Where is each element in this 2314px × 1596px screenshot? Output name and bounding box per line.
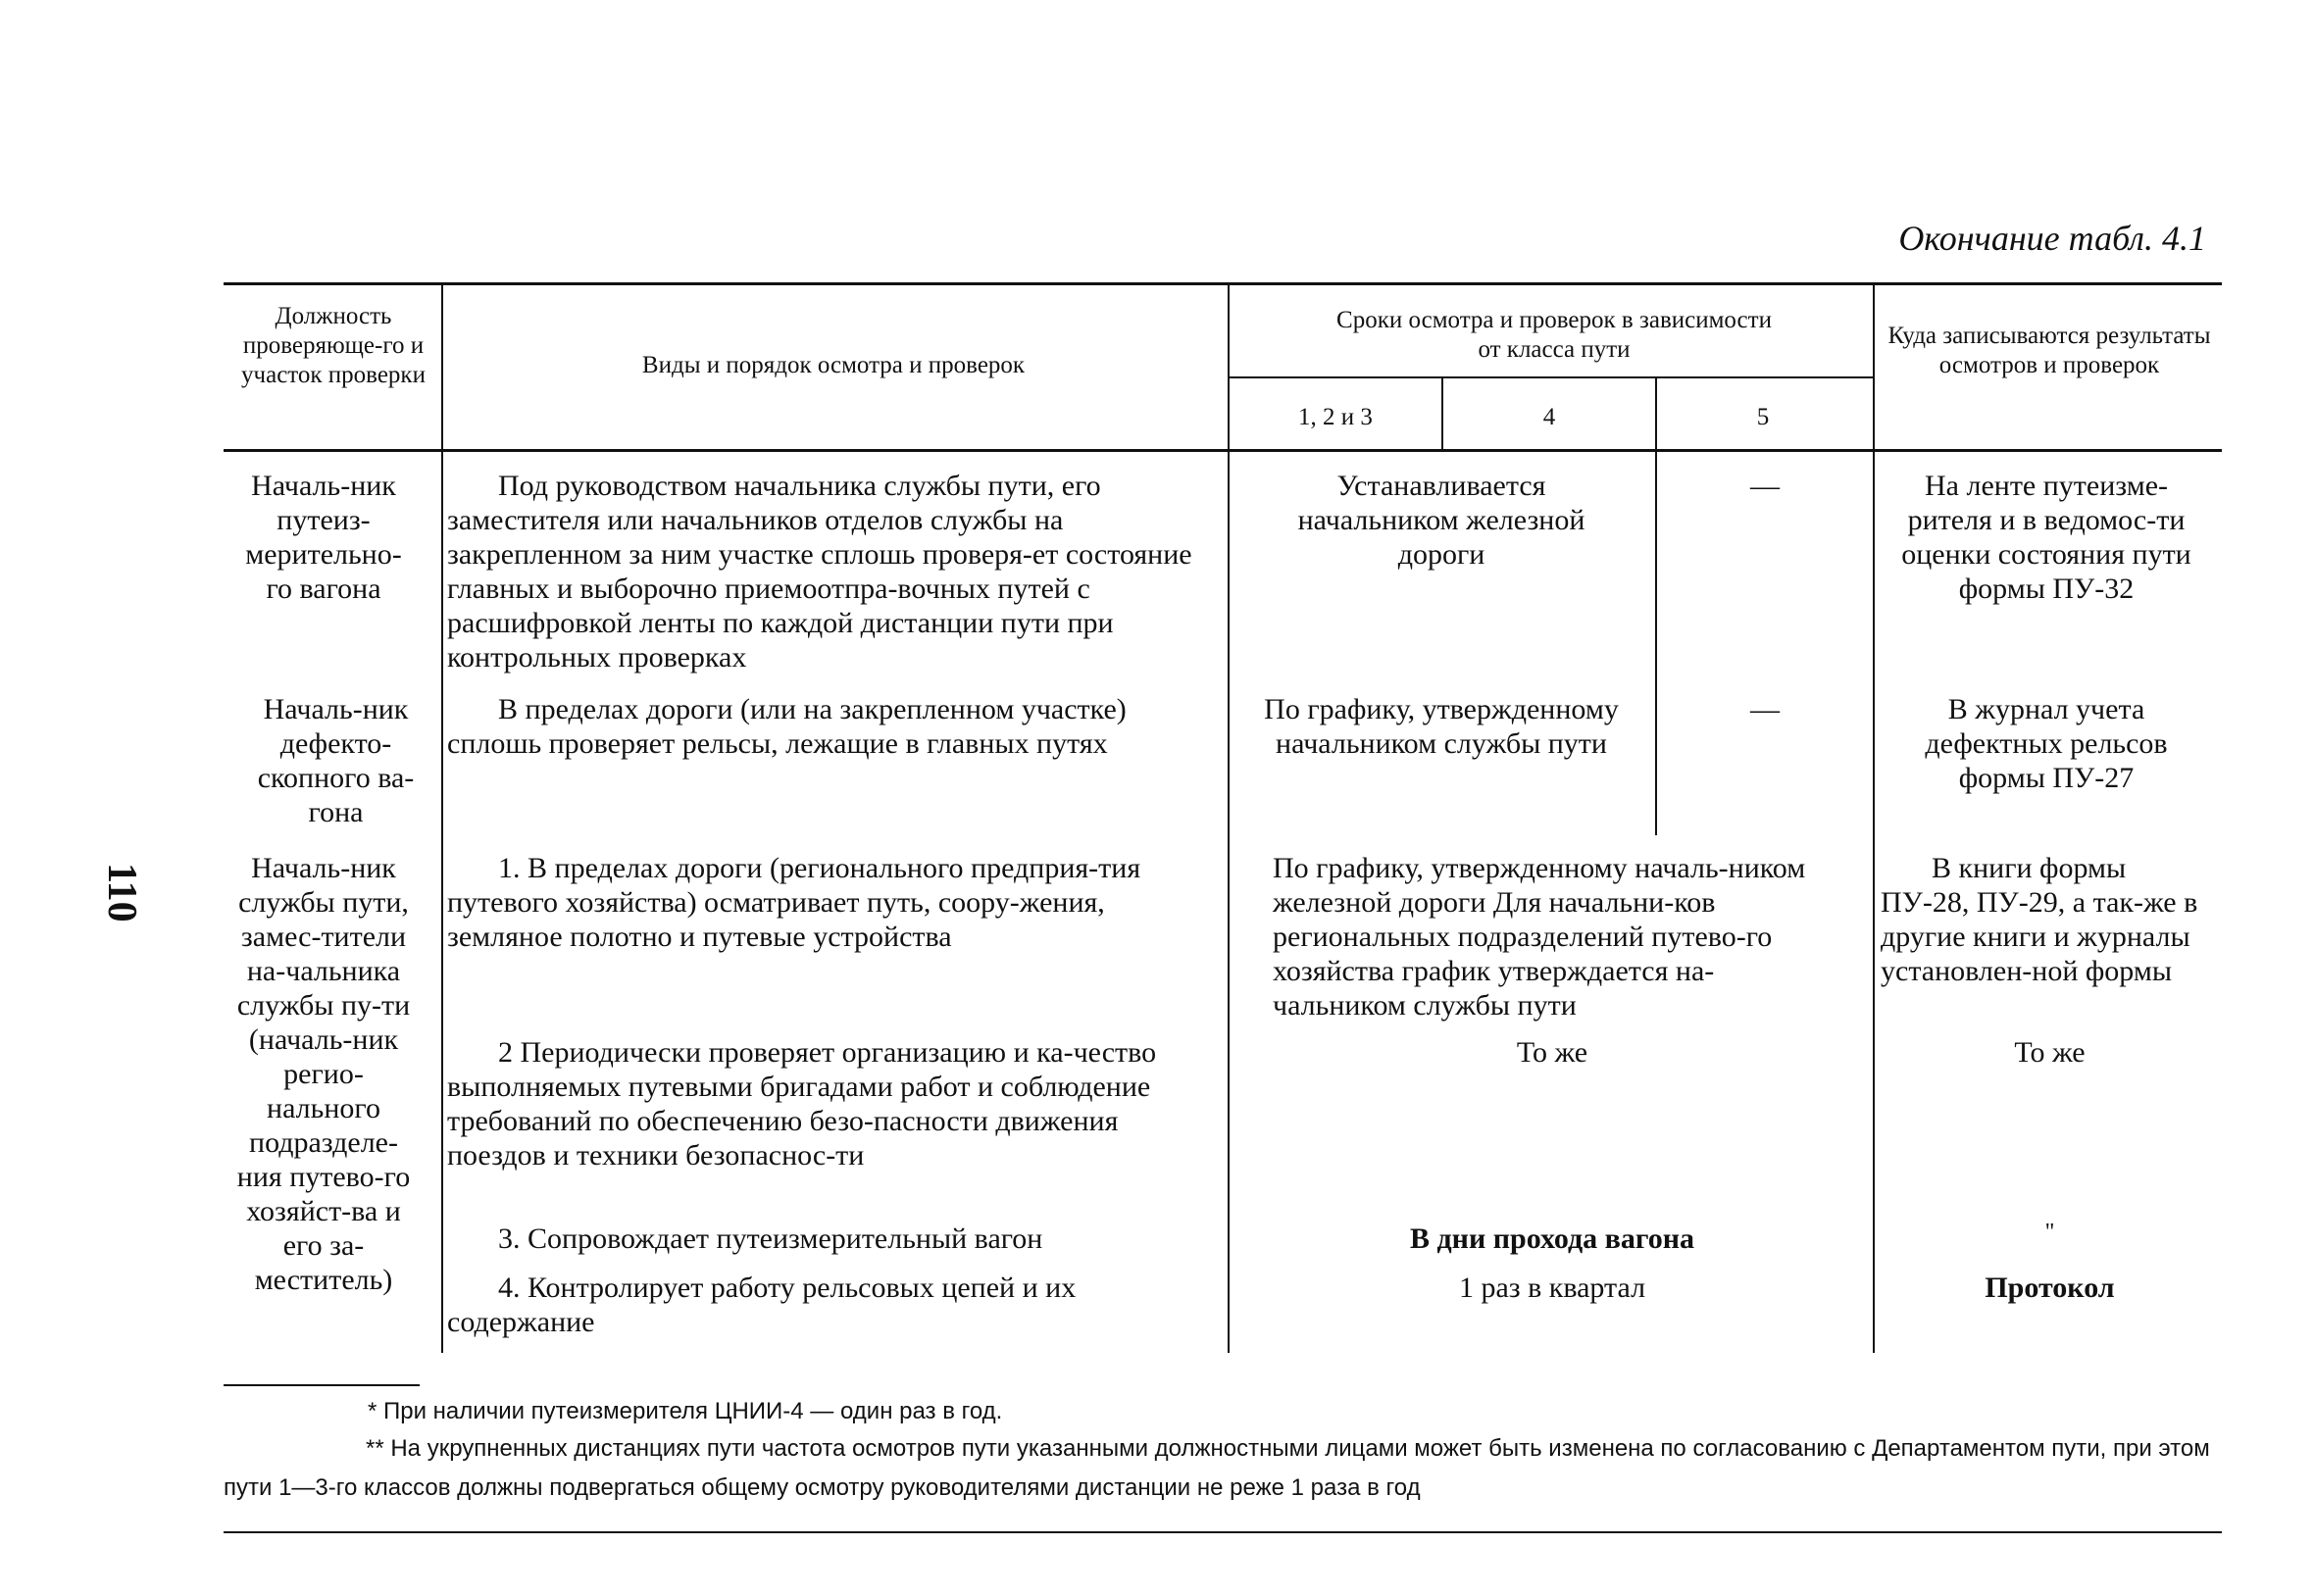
header-position: Должность проверяюще-го и участок проверки [241, 303, 426, 388]
row3-position: Началь-ник службы пути, замес-тители на-чальника службы пу-ти (началь-ник регио-нального подразделе-ния путево-го хозяйст-ва и его за-меститель) [236, 852, 411, 1296]
header-class-5: 5 [1756, 404, 1770, 430]
row1-position: Началь-ник путеиз-мерительно-го вагона [245, 470, 402, 605]
footnote-2: ** На укрупненных дистанциях пути частота осмотров пути указанными должностными лицами может быть изменена по согласованию с Департаментом пути, при этом пути 1—3-го классов должны подвергаться общему осмотру руководителями дистанции не реже 1 раза в год [224, 1435, 2210, 1501]
column-rule-1 [441, 282, 443, 1353]
page-number: 110 [99, 863, 144, 923]
row3-item4-terms: 1 раз в квартал [1458, 1272, 1646, 1304]
row2-position: Началь-ник дефекто-скопного ва-гона [257, 693, 415, 828]
column-rule-3 [1441, 378, 1443, 451]
footnote-1: * При наличии путеизмерителя ЦНИИ-4 — один раз в год. [368, 1398, 1003, 1424]
header-class-1-3: 1, 2 и 3 [1298, 404, 1373, 430]
column-rule-5 [1873, 282, 1875, 1353]
row2-where: В журнал учета дефектных рельсов формы ПУ-27 [1925, 693, 2168, 794]
row3-item2-where: То же [2014, 1036, 2086, 1069]
row1-terms: Устанавливается начальником железной дороги [1297, 470, 1585, 571]
column-rule-2 [1228, 282, 1230, 1353]
row3-item3-where: " [2044, 1220, 2055, 1245]
table-top-rule [224, 282, 2222, 285]
table-caption: Окончание табл. 4.1 [1898, 219, 2206, 258]
row3-item2-terms: То же [1516, 1036, 1588, 1069]
header-where: Куда записываются результаты осмотров и проверок [1887, 323, 2211, 378]
terms-header-rule [1228, 376, 1873, 378]
row2-kinds: В пределах дороги (или на закрепленном участке) сплошь проверяет рельсы, лежащие в главных путях [447, 693, 1127, 760]
row3-item3-kinds: 3. Сопровождает путеизмерительный вагон [498, 1222, 1043, 1255]
row1-where: На ленте путеизме-рителя и в ведомос-ти оценки состояния пути формы ПУ-32 [1901, 470, 2191, 605]
header-kinds: Виды и порядок осмотра и проверок [641, 352, 1026, 378]
row2-terms: По графику, утвержденному начальником службы пути [1264, 693, 1619, 760]
row3-item3-terms: В дни прохода вагона [1409, 1222, 1694, 1255]
row3-item4-where: Протокол [1985, 1272, 2115, 1304]
column-rule-4 [1655, 378, 1657, 835]
row1-terms-class5: — [1750, 470, 1780, 502]
footnote-rule [224, 1384, 420, 1386]
row1-kinds: Под руководством начальника службы пути, его заместителя или начальников отделов службы на закрепленном за ним участке сплошь проверя-ет состояние главных и выборочно приемоотпра-вочных путей с расшифровкой ленты по каждой дистанции пути при контрольных проверках [447, 470, 1192, 673]
header-terms: Сроки осмотра и проверок в зависимости от класса пути [1336, 307, 1772, 363]
page-bottom-rule [224, 1531, 2222, 1533]
header-class-4: 4 [1542, 404, 1556, 430]
row3-item2-kinds: 2 Периодически проверяет организацию и ка-чество выполняемых путевыми бригадами работ и соблюдение требований по обеспечению безо-пасности движения поездов и техники безопаснос-ти [447, 1036, 1157, 1172]
row3-item1-terms: По графику, утвержденному началь-ником железной дороги Для начальни-ков региональных подразделений путево-го хозяйства график утверждается на-чальником службы пути [1273, 852, 1806, 1022]
row2-terms-class5: — [1750, 693, 1780, 725]
row3-item4-kinds: 4. Контролирует работу рельсовых цепей и их содержание [447, 1272, 1077, 1338]
header-bottom-rule [224, 449, 2222, 452]
row3-item1-where: В книги формы ПУ-28, ПУ-29, а так-же в другие книги и журналы установлен-ной формы [1881, 852, 2198, 987]
row3-item1-kinds: 1. В пределах дороги (регионального предприя-тия путевого хозяйства) осматривает путь, соору-жения, земляное полотно и путевые устройства [447, 852, 1141, 953]
